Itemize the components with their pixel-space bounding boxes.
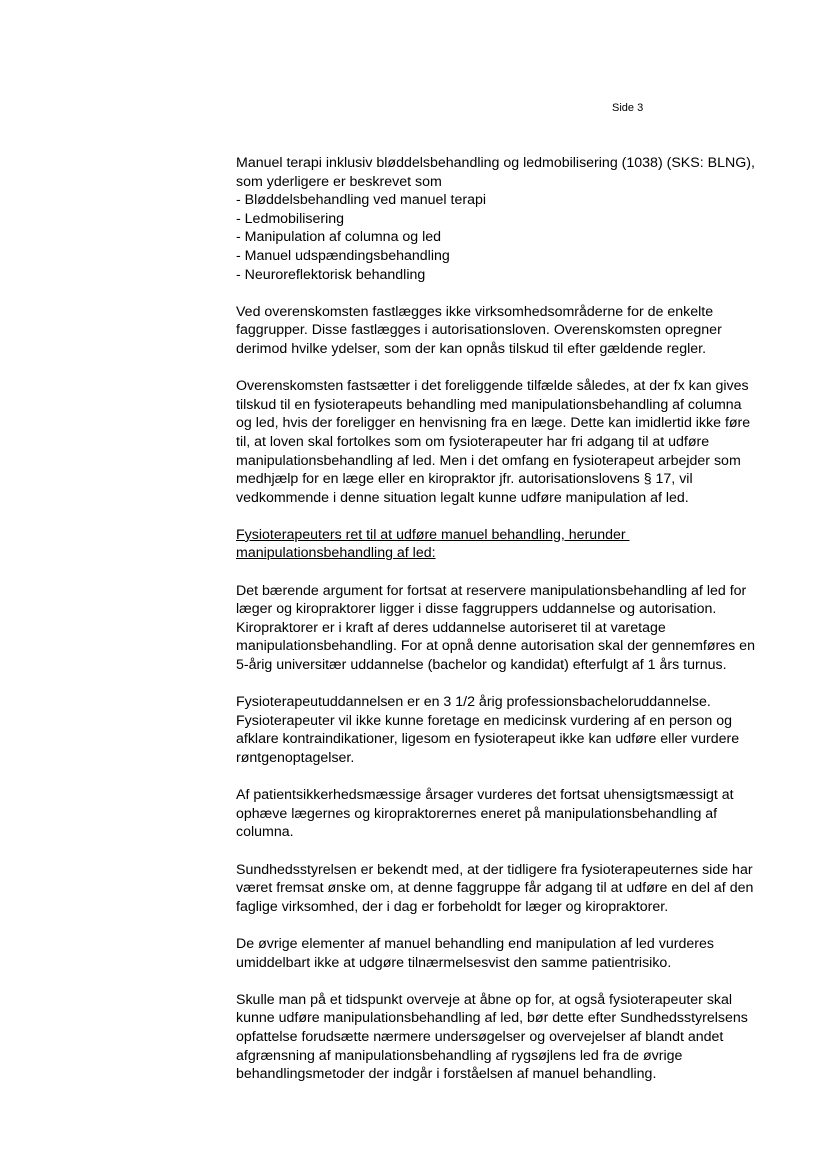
list-item: - Neuroreflektorisk behandling: [236, 266, 426, 283]
paragraph-other-elements: De øvrige elementer af manuel behandling end manipulation af led vurderes umiddelbart ikke at udgøre tilnærmelsesvist den samme patientrisiko.: [236, 935, 714, 971]
paragraph-safety: Af patientsikkerhedsmæssige årsager vurderes det fortsat uhensigtsmæssigt at ophæve lægernes og kiropraktorernes eneret på manipulationsbehandling af columna.: [236, 787, 734, 841]
intro-section: [236, 154, 756, 284]
page-number: Side 3: [612, 102, 644, 114]
intro-lead: Manuel terapi inklusiv bløddelsbehandling og ledmobilisering (1038) (SKS: BLNG), som yderligere er beskrevet som: [236, 155, 755, 190]
paragraph-education: Fysioterapeutuddannelsen er en 3 1/2 årig professionsbacheloruddannelse. Fysioterapeuter vil ikke kunne foretage en medicinsk vurdering af en person og afklare kontraindikationer, ligesom en fysioterapeut ikke kan udføre eller vurdere røntgenoptagelser.: [236, 694, 740, 766]
paragraph-argument: Det bærende argument for fortsat at reservere manipulationsbehandling af led for læger og kiropraktorer ligger i disse faggruppers uddannelse og autorisation. Kiropraktorer er i kraft af deres uddannelse autoriseret til at varetage manipulationsbehandling. For at opnå denne autorisation skal der gennemføres en 5-årig universitær uddannelse (bachelor og kandidat) efterfulgt af 1 års turnus.: [236, 582, 755, 674]
list-item: - Ledmobilisering: [236, 210, 345, 227]
list-item: - Manipulation af columna og led: [236, 229, 442, 246]
paragraph-scope: Ved overenskomsten fastlægges ikke virksomhedsområderne for de enkelte faggrupper. Disse fastlægges i autorisationsloven. Overenskomsten opregner derimod hvilke ydelser, som der kan opnås tilskud til efter gældende regler.: [236, 303, 722, 357]
list-item: - Manuel udspændingsbehandling: [236, 247, 450, 264]
section-heading: Fysioterapeuters ret til at udføre manuel behandling, herunder manipulationsbehandling af led:: [236, 526, 626, 562]
list-item: - Bløddelsbehandling ved manuel terapi: [236, 192, 487, 209]
paragraph-conclusion: Skulle man på et tidspunkt overveje at åbne op for, at også fysioterapeuter skal kunne udføre manipulationsbehandling af led, bør dette efter Sundhedsstyrelsens opfattelse forudsætte nærmere undersøgelser og overvejelser af blandt andet afgrænsning af manipulationsbehandling af rygsøjlens led fra de øvrige behandlingsmetoder der indgår i forståelsen af manuel behandling.: [236, 991, 748, 1083]
document-body: [236, 154, 756, 1102]
paragraph-agreement: Overenskomsten fastsætter i det foreliggende tilfælde således, at der fx kan gives tilskud til en fysioterapeuts behandling med manipulationsbehandling af columna og led, hvis der foreligger en henvisning fra en læge. Dette kan imidlertid ikke føre til, at loven skal fortolkes som om fysioterapeuter har fri adgang til at udføre manipulationsbehandling af led. Men i det omfang en fysioterapeut arbejder som medhjælp for en læge eller en kiropraktor jfr. autorisationslovens § 17, vil vedkommende i denne situation legalt kunne udføre manipulation af led.: [236, 378, 751, 506]
paragraph-request: Sundhedsstyrelsen er bekendt med, at der tidligere fra fysioterapeuternes side har været fremsat ønske om, at denne faggruppe får adgang til at udføre en del af den faglige virksomhed, der i dag er forbeholdt for læger og kiropraktorer.: [236, 861, 754, 915]
